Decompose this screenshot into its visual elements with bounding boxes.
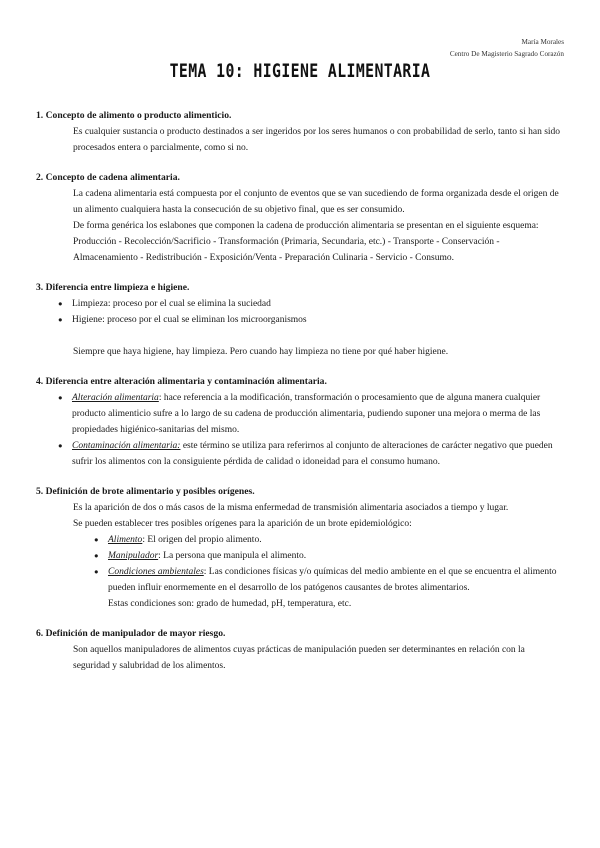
section-heading: 4. Diferencia entre alteración alimentaria y contaminación alimentaria. [36, 376, 327, 387]
paragraph: La cadena alimentaria está compuesta por el conjunto de eventos que se van sucediendo de forma organizada desde el origen de un alimento cualquiera hasta la consecución de su objetivo final, que es ser consumido. [73, 189, 559, 215]
list-item [58, 390, 564, 438]
list-item: ● Higiene: proceso por el cual se eliminan los microorganismos [58, 312, 564, 328]
paragraph: Siempre que haya higiene, hay limpieza. Pero cuando hay limpieza no tiene por qué haber higiene. [73, 347, 449, 357]
list-item: ● Limpieza: proceso por el cual se elimina la suciedad [58, 296, 564, 312]
section-heading: 1. Concepto de alimento o producto alimenticio. [36, 110, 232, 121]
term-text: : hace referencia a la modificación, transformación o procesamiento que de alguna manera cualquier producto alimenticio sufre a lo largo de su cadena de producción alimentaria, pudiendo suponer una mejora o merma de las propiedades higiénico-sanitarias del mismo. [72, 393, 541, 435]
list-item [94, 532, 564, 548]
section-5 [36, 484, 564, 612]
paragraph: Es la aparición de dos o más casos de la misma enfermedad de transmisión alimentaria asociados a tiempo y lugar. [73, 503, 509, 513]
bullet-list [36, 532, 564, 596]
paragraph: De forma genérica los eslabones que componen la cadena de producción alimentaria se presentan en el siguiente esquema: [73, 221, 539, 231]
section-heading: 5. Definición de brote alimentario y posibles orígenes. [36, 486, 255, 497]
section-4 [36, 374, 564, 470]
section-heading: 2. Concepto de cadena alimentaria. [36, 172, 180, 183]
list-item [94, 548, 564, 564]
section-3 [36, 280, 564, 360]
term: Condiciones ambientales [108, 567, 204, 577]
list-item-continuation: Estas condiciones son: grado de humedad, pH, temperatura, etc. [108, 599, 352, 609]
list-item [94, 564, 564, 596]
term-text: : Las condiciones físicas y/o químicas del medio ambiente en el que se encuentra el alimento pueden influir enormemente en el desarrollo de los patógenos causantes de brotes alimentarios. [108, 567, 557, 593]
page-title: TEMA 10: HIGIENE ALIMENTARIA [169, 60, 431, 82]
term: Alteración alimentaria [72, 393, 159, 403]
paragraph: Son aquellos manipuladores de alimentos cuyas prácticas de manipulación pueden ser determinantes en relación con la seguridad y salubridad de los alimentos. [73, 645, 525, 671]
list-item [58, 438, 564, 470]
paragraph: Producción - Recolección/Sacrificio - Transformación (Primaria, Secundaria, etc.) - Transporte - Conservación - Almacenamiento - Redistribución - Exposición/Venta - Preparación Culinaria - Servicio - Consumo. [73, 237, 500, 263]
paragraph: Se pueden establecer tres posibles orígenes para la aparición de un brote epidemiológico: [73, 519, 412, 529]
institution-name: Centro De Magisterio Sagrado Corazón [449, 50, 564, 58]
term-text: : El origen del propio alimento. [142, 535, 262, 545]
section-2 [36, 170, 564, 266]
term-text: : La persona que manipula el alimento. [158, 551, 307, 561]
section-6 [36, 626, 564, 674]
term-text: este término se utiliza para referirnos al conjunto de alteraciones de carácter negativo que pueden sufrir los alimentos con la consiguiente pérdida de calidad o idoneidad para el consumo humano. [72, 441, 553, 467]
term: Contaminación alimentaria: [72, 441, 181, 451]
bullet-list [36, 296, 564, 328]
document-body [36, 108, 564, 688]
section-heading: 3. Diferencia entre limpieza e higiene. [36, 282, 190, 293]
page-header [450, 36, 564, 60]
term: Alimento [108, 535, 143, 545]
term: Manipulador [108, 551, 159, 561]
section-heading: 6. Definición de manipulador de mayor riesgo. [36, 628, 226, 639]
paragraph: Es cualquier sustancia o producto destinados a ser ingeridos por los seres humanos o con probabilidad de serlo, tanto si han sido procesados entera o parcialmente, como si no. [73, 127, 561, 153]
section-1 [36, 108, 564, 156]
author-name: María Morales [521, 38, 564, 46]
bullet-list [36, 390, 564, 470]
